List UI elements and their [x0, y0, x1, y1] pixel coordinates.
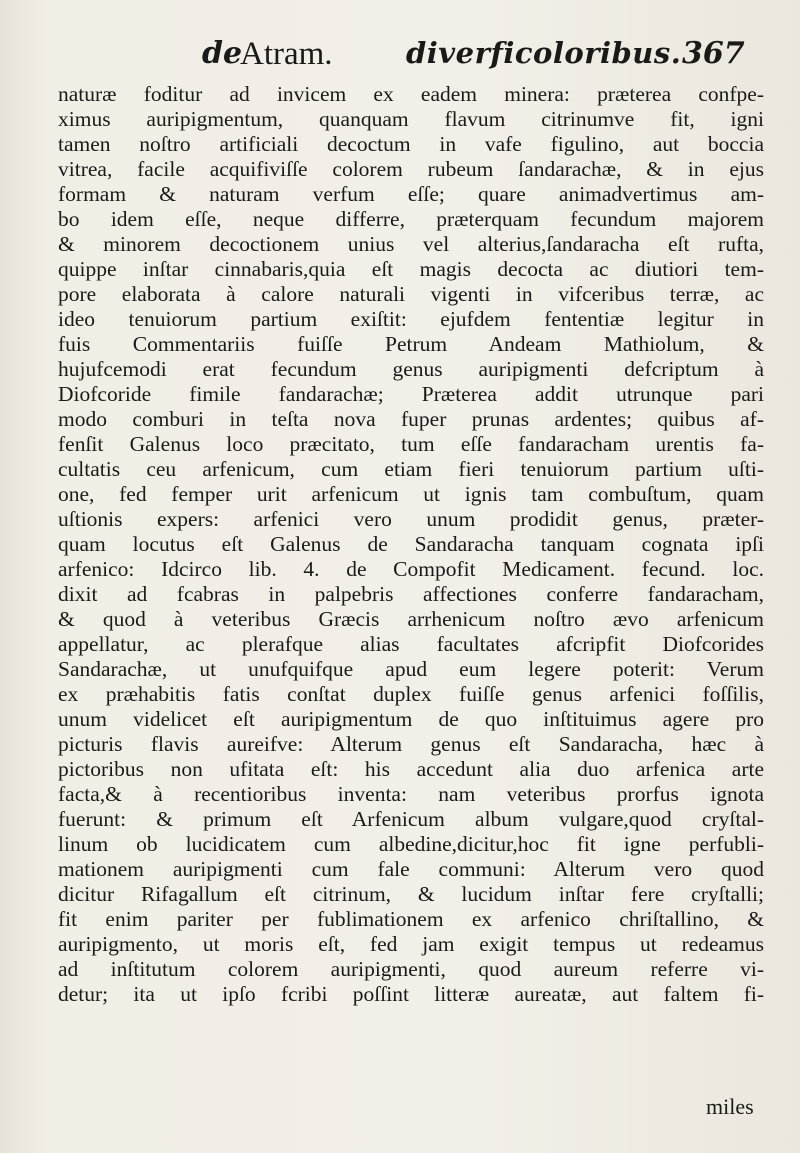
- text-line: quam locutus eſt Galenus de Sandaracha tanquam cognata ipſi: [58, 532, 764, 556]
- text-line: bo idem eſſe, neque differre, præterquam fecundum majorem: [58, 207, 764, 231]
- text-line: & minorem decoctionem unius vel alterius,ſandaracha eſt rufta,: [58, 232, 764, 256]
- text-line: ideo tenuiorum partium exiſtit: ejufdem fententiæ legitur in: [58, 307, 764, 331]
- text-line: one, fed femper urit arfenicum ut ignis tam combuſtum, quam: [58, 482, 764, 506]
- header-de: de: [202, 36, 243, 71]
- text-line: Diofcoride fimile fandarachæ; Præterea addit utrunque pari: [58, 382, 764, 406]
- body-text: [58, 82, 764, 1007]
- text-line: arfenico: Idcirco lib. 4. de Compofit Medicament. fecund. loc.: [58, 557, 764, 581]
- text-line: picturis flavis aureifve: Alterum genus eſt Sandaracha, hæc à: [58, 732, 764, 756]
- text-line: fit enim pariter per fublimationem ex arfenico chriſtallino, &: [58, 907, 764, 931]
- header-diversicoloribus: diverficoloribus.: [406, 36, 682, 70]
- text-line: appellatur, ac plerafque alias facultates afcripfit Diofcorides: [58, 632, 764, 656]
- page-number: 367: [682, 36, 745, 71]
- text-line: uſtionis expers: arfenici vero unum prodidit genus, præter-: [58, 507, 764, 531]
- text-line: ximus auripigmentum, quanquam flavum citrinumve fit, igni: [58, 107, 764, 131]
- text-line: detur; ita ut ipſo fcribi poſſint litteræ aureatæ, aut faltem fi-: [58, 982, 764, 1006]
- text-line: ad inſtitutum colorem auripigmenti, quod aureum referre vi-: [58, 957, 764, 981]
- text-line: quippe inſtar cinnabaris,quia eſt magis decocta ac diutiori tem-: [58, 257, 764, 281]
- text-line: fenſit Galenus loco præcitato, tum eſſe fandaracham urentis fa-: [58, 432, 764, 456]
- text-line: fuerunt: & primum eſt Arfenicum album vulgare,quod cryſtal-: [58, 807, 764, 831]
- text-line: cultatis ceu arfenicum, cum etiam fieri tenuiorum partium uſti-: [58, 457, 764, 481]
- text-line: naturæ foditur ad invicem ex eadem minera: præterea confpe-: [58, 82, 764, 106]
- text-line: pictoribus non ufitata eſt: his accedunt alia duo arfenica arte: [58, 757, 764, 781]
- text-line: Sandarachæ, ut unufquifque apud eum legere poterit: Verum: [58, 657, 764, 681]
- text-line: linum ob lucidicatem cum albedine,dicitur,hoc fit igne perfubli-: [58, 832, 764, 856]
- text-line: facta,& à recentioribus inventa: nam veteribus prorfus ignota: [58, 782, 764, 806]
- header-atram: Atram.: [240, 36, 333, 72]
- text-line: & quod à veteribus Græcis arrhenicum noſtro ævo arfenicum: [58, 607, 764, 631]
- text-line: pore elaborata à calore naturali vigenti in vifceribus terræ, ac: [58, 282, 764, 306]
- text-line: unum videlicet eſt auripigmentum de quo inſtituimus agere pro: [58, 707, 764, 731]
- text-line: hujufcemodi erat fecundum genus auripigmenti defcriptum à: [58, 357, 764, 381]
- text-line: auripigmento, ut moris eſt, fed jam exigit tempus ut redeamus: [58, 932, 764, 956]
- text-line: dicitur Rifagallum eſt citrinum, & lucidum inſtar fere cryſtalli;: [58, 882, 764, 906]
- text-line: mationem auripigmenti cum fale communi: Alterum vero quod: [58, 857, 764, 881]
- catchword: miles: [706, 1094, 754, 1119]
- text-line: tamen noſtro artificiali decoctum in vafe figulino, aut boccia: [58, 132, 764, 156]
- text-line: ex præhabitis fatis conſtat duplex fuiſſe genus arfenici foſſilis,: [58, 682, 764, 706]
- text-line: modo comburi in teſta nova fuper prunas ardentes; quibus af-: [58, 407, 764, 431]
- text-line: fuis Commentariis fuiſſe Petrum Andeam Mathiolum, &: [58, 332, 764, 356]
- text-line: vitrea, facile acquifiviſſe colorem rubeum ſandarachæ, & in ejus: [58, 157, 764, 181]
- text-line: formam & naturam verfum eſſe; quare animadvertimus am-: [58, 182, 764, 206]
- text-line: dixit ad fcabras in palpebris affectiones conferre fandaracham,: [58, 582, 764, 606]
